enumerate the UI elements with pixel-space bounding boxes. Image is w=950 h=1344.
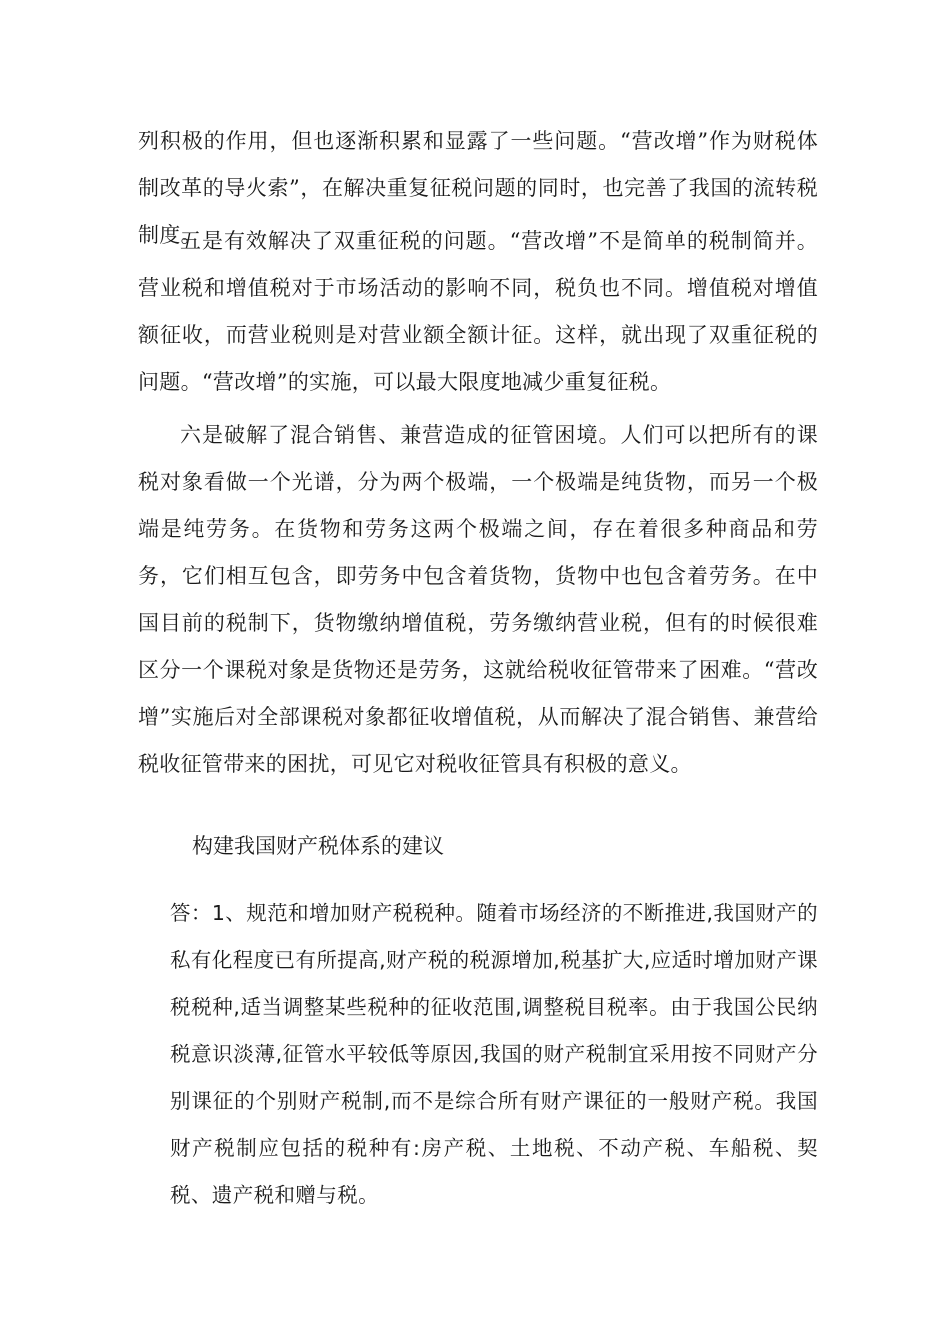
paragraph-continued: 列积极的作用，但也逐渐积累和显露了一些问题。“营改增”作为财税体制改革的导火索”，在解决重复征税问题的同时，也完善了我国的流转税制度。 [138,129,818,247]
paragraph-point-six: 六是破解了混合销售、兼营造成的征管困境。人们可以把所有的课税对象看做一个光谱，分为两个极端，一个极端是纯货物，而另一个极端是纯劳务。在货物和劳务这两个极端之间，存在着很多种商品和劳务，它们相互包含，即劳务中包含着货物，货物中也包含着劳务。在中国目前的税制下，货物缴纳增值税，劳务缴纳营业税，但有的时候很难区分一个课税对象是货物还是劳务，这就给税收征管带来了困难。“营改增”实施后对全部课税对象都征收增值税，从而解决了混合销售、兼营给税收征管带来的困扰，可见它对税收征管具有积极的意义。 [138,423,818,776]
section-heading: 构建我国财产税体系的建议 [192,834,444,858]
paragraph-point-five: 五是有效解决了双重征税的问题。“营改增”不是简单的税制简并。营业税和增值税对于市场活动的影响不同，税负也不同。增值税对增值额征收，而营业税则是对营业额全额计征。这样，就出现了双重征税的问题。“营改增”的实施，可以最大限度地减少重复征税。 [138,229,818,394]
answer-paragraph: 答：1、规范和增加财产税税种。随着市场经济的不断推进,我国财产的私有化程度已有所提高,财产税的税源增加,税基扩大,应适时增加财产课税税种,适当调整某些税种的征收范围,调整税目税率。由于我国公民纳税意识淡薄,征管水平较低等原因,我国的财产税制宜采用按不同财产分别课征的个别财产税制,而不是综合所有财产课征的一般财产税。我国财产税制应包括的税种有:房产税、土地税、不动产税、车船税、契税、遗产税和赠与税。 [170,901,818,1207]
